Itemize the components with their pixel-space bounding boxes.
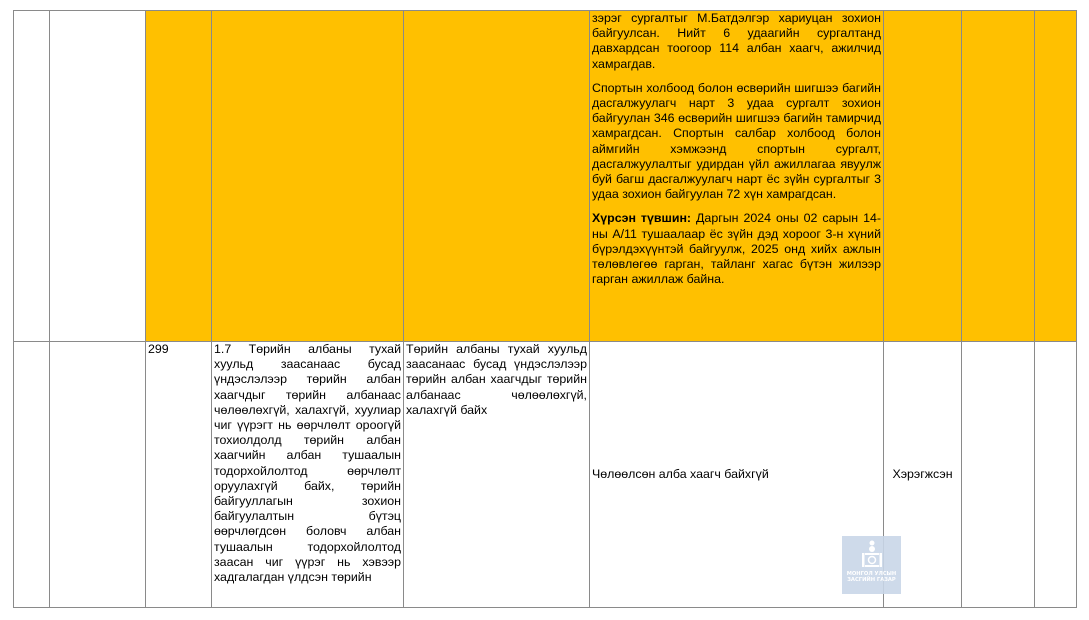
table-row	[14, 11, 1077, 342]
achieved-label: Хүрсэн түвшин:	[592, 211, 692, 226]
cell-report	[590, 11, 884, 342]
achieved-paragraph	[592, 211, 881, 287]
cell-empty	[14, 342, 50, 608]
cell-empty	[50, 11, 146, 342]
table-row	[14, 342, 1077, 608]
cell-requirement	[212, 342, 404, 608]
cell-score	[962, 342, 1035, 608]
government-seal-watermark	[842, 536, 901, 594]
cell-note	[1035, 11, 1077, 342]
cell-status	[884, 11, 962, 342]
report-table	[13, 10, 1077, 608]
seal-line: МОНГОЛ УЛСЫН	[846, 571, 897, 577]
report-paragraph: Спортын холбоод болон өсвөрийн шигшээ багийн дасгалжуулагч нарт 3 удаа сургалт зохион байгуулан 346 өсвөрийн шигшээ багийн тамирчид хамрагдсан. Спортын салбар холбоод болон аймгийн хэмжээнд спортын сургалт, дасгалжуулалтыг удирдан үйл ажиллагаа явуулж буй багш дасгалжуулагч нарт ёс зүйн сургалтыг 3 удаа зохион байгуулан 72 хүн хамрагдсан.	[592, 80, 881, 202]
cell-score	[962, 11, 1035, 342]
cell-criterion: Төрийн албаны тухай хуульд заасанаас бусад үндэслэлээр төрийн албан хаагчдыг төрийн албанаас чөлөөлөхгүй, халахгүй байх	[404, 342, 590, 608]
cell-status: Хэрэгжсэн	[884, 342, 962, 608]
cell-note	[1035, 342, 1077, 608]
cell-result: Чөлөөлсөн алба хаагч байхгүй	[590, 342, 884, 608]
seal-caption	[847, 571, 897, 583]
report-paragraph: зэрэг сургалтыг М.Батдэлгэр хариуцан зохион байгуулсан. Нийт 6 удаагийн сургалтанд давхардсан тоогоор 114 албан хаагч, ажилчид хамрагдав.	[592, 11, 881, 71]
cell-empty	[50, 342, 146, 608]
cell-criterion	[404, 11, 590, 342]
cell-requirement	[212, 11, 404, 342]
requirement-text: 1.7 Төрийн албаны тухай хуульд заасанаас бусад үндэслэлээр төрийн албан хаагчдыг төрийн албанаас чөлөөлөхгүй, халахгүй, хуулиар чиг үүрэгт нь өөрчлөлт ороогүй тохиолдолд төрийн албан хаагчийн албан тушаалын тодорхойлолтод өөрчлөлт оруулахгүй байх, төрийн байгууллагын зохион байгуулалтын бүтэц өөрчлөгдсөн боловч албан тушаалын тодорхойлолтод заасан чиг үүрэг нь хэвээр хадгалагдан үлдсэн төрийн	[214, 342, 401, 585]
achieved-text: Даргын 2024 оны 02 сарын 14-ны А/11 тушаалаар ёс зүйн дэд хороог 3-н хүний бүрэлдэхүүнтэй байгуулж, 2025 онд хийх ажлын төлөвлөгөө гарган, тайланг хагас бүтэн жилээр гарган ажиллаж байна.	[592, 211, 881, 287]
cell-empty	[14, 11, 50, 342]
seal-line: ЗАСГИЙН ГАЗАР	[847, 577, 896, 583]
soyombo-icon	[857, 539, 887, 569]
cell-number: 299	[146, 342, 212, 608]
cell-number	[146, 11, 212, 342]
